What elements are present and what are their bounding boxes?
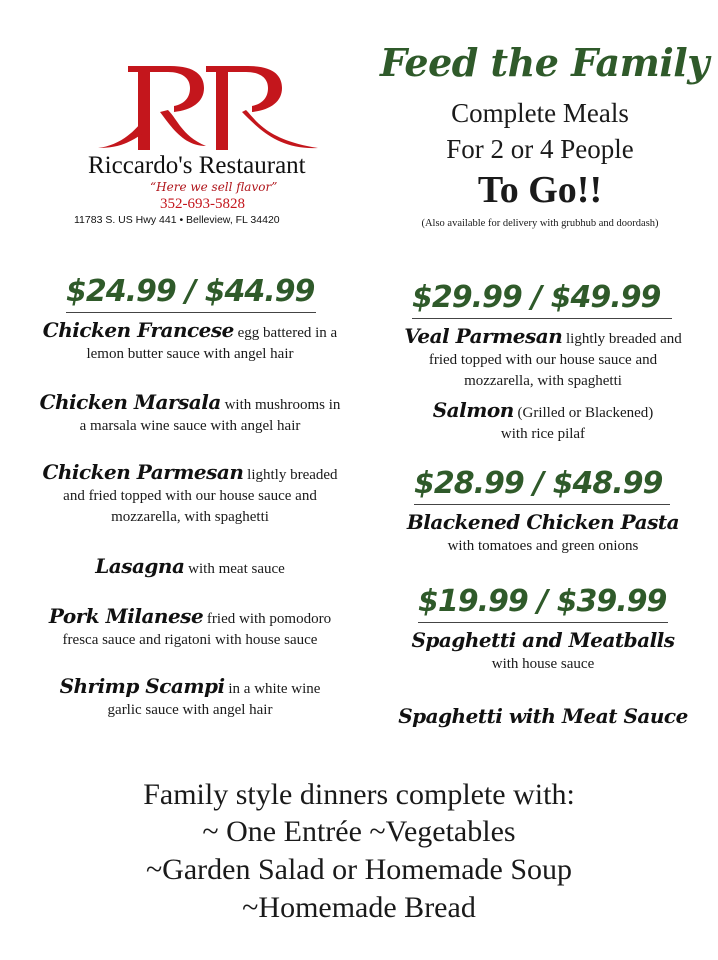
item-desc: with rice pilaf	[500, 426, 586, 442]
menu-item	[378, 630, 708, 675]
item-name: Chicken Parmesan	[42, 460, 244, 484]
item-desc: a marsala wine sauce with angel hair	[79, 418, 301, 434]
menu-item	[20, 606, 360, 651]
to-go-title: To Go!!	[477, 169, 603, 211]
footer-line-4: ~Homemade Bread	[242, 891, 476, 924]
header-line-2: For 2 or 4 People	[446, 134, 634, 164]
price-underline	[412, 318, 672, 319]
price-right-2: $28.99 / $48.99	[414, 466, 663, 501]
item-desc: fried with pomodoro	[203, 611, 332, 627]
menu-item	[20, 320, 360, 365]
price-underline	[66, 312, 316, 313]
item-name: Lasagna	[95, 554, 185, 578]
item-name: Chicken Marsala	[39, 390, 221, 414]
menu-item	[20, 676, 360, 721]
price-underline	[414, 504, 670, 505]
delivery-note: (Also available for delivery with grubhub and doordash)	[421, 218, 659, 229]
menu-item	[20, 462, 360, 528]
item-desc: in a white wine	[224, 681, 321, 697]
item-desc: egg battered in a	[233, 325, 338, 341]
price-right-3: $19.99 / $39.99	[418, 584, 667, 619]
footer-line-1: Family style dinners complete with:	[143, 778, 575, 811]
menu-item	[378, 326, 708, 392]
header-line-1: Complete Meals	[451, 98, 629, 128]
item-desc: mozzarella, with spaghetti	[464, 373, 622, 389]
restaurant-tagline: “Here we sell flavor”	[150, 180, 278, 194]
footer-line-2: ~ One Entrée ~Vegetables	[202, 815, 516, 848]
restaurant-phone: 352-693-5828	[160, 196, 245, 212]
item-desc: with tomatoes and green onions	[447, 538, 639, 554]
item-desc: mozzarella, with spaghetti	[111, 509, 269, 525]
item-desc: and fried topped with our house sauce and	[63, 488, 317, 504]
restaurant-name: Riccardo's Restaurant	[88, 152, 306, 179]
price-right-1: $29.99 / $49.99	[412, 280, 661, 315]
restaurant-logo	[70, 52, 345, 232]
item-name: Pork Milanese	[48, 604, 204, 628]
item-desc: lightly breaded	[243, 467, 338, 483]
item-name: Salmon	[432, 398, 514, 422]
item-desc: with mushrooms in	[220, 397, 341, 413]
menu-item	[378, 706, 708, 730]
menu-item	[14, 392, 366, 437]
footer-line-3: ~Garden Salad or Homemade Soup	[145, 853, 573, 886]
menu-item	[20, 556, 360, 580]
rr-monogram	[98, 58, 318, 158]
item-desc: garlic sauce with angel hair	[107, 702, 273, 718]
item-desc: lemon butter sauce with angel hair	[86, 346, 294, 362]
item-name: Blackened Chicken Pasta	[406, 510, 680, 534]
headline: Feed the Family	[380, 40, 709, 85]
item-name: Spaghetti with Meat Sauce	[398, 704, 688, 728]
item-desc: (Grilled or Blackened)	[513, 405, 654, 421]
item-desc: fried topped with our house sauce and	[428, 352, 658, 368]
item-name: Veal Parmesan	[404, 324, 563, 348]
item-name: Shrimp Scampi	[59, 674, 225, 698]
restaurant-address: 11783 S. US Hwy 441 • Belleview, FL 34420	[74, 214, 280, 226]
menu-item	[378, 512, 708, 557]
item-desc: with meat sauce	[184, 561, 285, 577]
item-desc: lightly breaded and	[562, 331, 682, 347]
item-name: Chicken Francese	[42, 318, 234, 342]
item-name: Spaghetti and Meatballs	[411, 628, 675, 652]
item-desc: with house sauce	[491, 656, 595, 672]
price-left: $24.99 / $44.99	[66, 274, 315, 309]
price-underline	[418, 622, 668, 623]
item-desc: fresca sauce and rigatoni with house sauce	[62, 632, 318, 648]
menu-item	[378, 400, 708, 445]
